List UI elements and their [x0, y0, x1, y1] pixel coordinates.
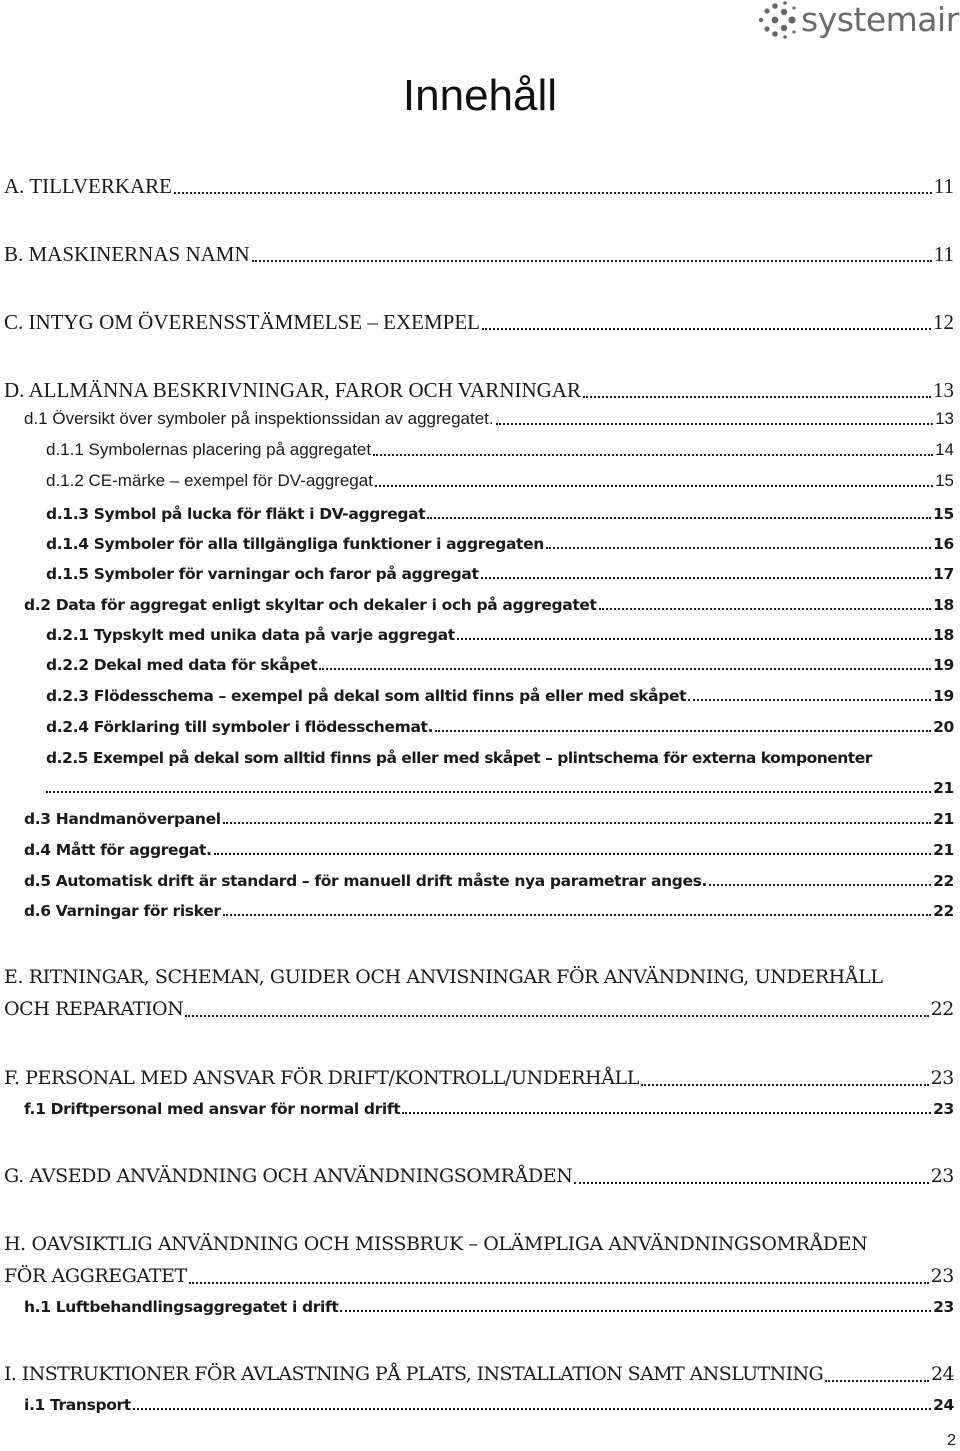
toc-page-number: 23	[933, 1100, 954, 1118]
toc-page-number: 23	[933, 1298, 954, 1316]
toc-entry-text: d.2.2 Dekal med data för skåpet	[46, 656, 318, 674]
toc-page-number: 18	[933, 626, 954, 644]
toc-entry-text: d.1.4 Symboler för alla tillgängliga funktioner i aggregaten	[46, 535, 544, 553]
toc-entry-e[interactable]	[4, 996, 954, 1023]
toc-page-number: 13	[935, 409, 954, 428]
toc-entry-text: d.1.5 Symboler för varningar och faror på aggregat	[46, 565, 479, 583]
toc-leader	[825, 1380, 929, 1382]
toc-entry-h-text[interactable]: H. OAVSIKTLIG ANVÄNDNING OCH MISSBRUK – OLÄMPLIGA ANVÄNDNINGSOMRÅDEN	[4, 1233, 868, 1255]
toc-leader	[189, 1282, 929, 1284]
toc-entry-i[interactable]	[4, 1361, 954, 1388]
toc-page-number: 21	[933, 810, 954, 828]
toc-leader	[709, 884, 931, 886]
toc-leader	[574, 1182, 928, 1184]
toc-entry-text: d.2.4 Förklaring till symboler i flödesschemat.	[46, 718, 434, 736]
toc-entry-d4[interactable]	[24, 839, 954, 861]
toc-entry-text: D. ALLMÄNNA BESKRIVNINGAR, FAROR OCH VARNINGAR	[4, 378, 581, 402]
toc-page-number: 19	[933, 656, 954, 674]
toc-entry-text: G. AVSEDD ANVÄNDNING OCH ANVÄNDNINGSOMRÅDEN	[4, 1165, 573, 1187]
toc-page-number: 21	[933, 779, 954, 797]
toc-entry-text: OCH REPARATION	[4, 998, 184, 1020]
toc-leader	[546, 547, 931, 549]
toc-leader	[641, 1084, 929, 1086]
toc-leader	[583, 396, 931, 398]
toc-leader	[427, 517, 931, 519]
toc-entry-d12[interactable]	[46, 469, 954, 493]
toc-entry-d[interactable]	[4, 376, 954, 404]
toc-page-number: 22	[933, 902, 954, 920]
logo-text: systemair	[801, 0, 959, 39]
toc-entry-d3[interactable]	[24, 808, 954, 830]
toc-leader	[481, 577, 932, 579]
toc-page-number: 15	[933, 505, 954, 523]
toc-page-number: 16	[933, 535, 954, 553]
toc-entry-d5[interactable]	[24, 870, 954, 892]
toc-entry-text: B. MASKINERNAS NAMN	[4, 242, 250, 266]
toc-entry-text: A. TILLVERKARE	[4, 174, 172, 198]
toc-leader	[457, 638, 931, 640]
page-number: 2	[947, 1432, 956, 1449]
toc-entry-b[interactable]	[4, 240, 954, 268]
toc-leader	[402, 1112, 931, 1114]
toc-entry-d15[interactable]	[46, 563, 954, 585]
toc-entry-h1[interactable]	[24, 1296, 954, 1318]
toc-leader	[373, 454, 933, 456]
toc-entry-d21[interactable]	[46, 624, 954, 646]
toc-entry-text: F. PERSONAL MED ANSVAR FÖR DRIFT/KONTROLL/UNDERHÅLL	[4, 1067, 639, 1089]
toc-entry-text: d.1.1 Symbolernas placering på aggregatet	[46, 440, 372, 459]
toc-page-number: 23	[930, 1067, 954, 1089]
toc-entry-g[interactable]	[4, 1163, 954, 1190]
toc-entry-d1[interactable]	[24, 407, 954, 431]
toc-entry-c[interactable]	[4, 308, 954, 336]
toc-leader	[340, 1310, 931, 1312]
toc-entry-text: d.1 Översikt över symboler på inspektionssidan av aggregatet.	[24, 409, 494, 428]
toc-entry-a[interactable]	[4, 172, 954, 200]
toc-page-number: 24	[933, 1396, 954, 1414]
toc-entry-text: d.4 Mått för aggregat.	[24, 841, 212, 859]
toc-leader	[223, 822, 931, 824]
toc-entry-d24[interactable]	[46, 716, 954, 738]
page-title: Innehåll	[402, 71, 558, 120]
toc-leader	[688, 699, 931, 701]
logo-dots-icon	[755, 0, 799, 40]
toc-leader	[599, 608, 932, 610]
toc-page-number: 18	[933, 596, 954, 614]
toc-leader	[223, 914, 931, 916]
toc-leader	[252, 260, 932, 262]
toc-entry-text: d.2.3 Flödesschema – exempel på dekal som alltid finns på eller med skåpet	[46, 687, 687, 705]
systemair-logo	[755, 0, 960, 40]
toc-entry-f1[interactable]	[24, 1098, 954, 1120]
toc-entry-text: d.2 Data för aggregat enligt skyltar och dekaler i och på aggregatet	[24, 596, 597, 614]
toc-entry-d25-text[interactable]: d.2.5 Exempel på dekal som alltid finns på eller med skåpet – plintschema för externa komponenter	[46, 749, 872, 767]
toc-page-number: 13	[933, 378, 954, 402]
toc-entry-text: d.1.2 CE-märke – exempel för DV-aggregat	[46, 471, 373, 490]
toc-entry-text: FÖR AGGREGATET	[4, 1265, 187, 1287]
toc-entry-text: d.2.1 Typskylt med unika data på varje aggregat	[46, 626, 455, 644]
toc-entry-e-text[interactable]: E. RITNINGAR, SCHEMAN, GUIDER OCH ANVISNINGAR FÖR ANVÄNDNING, UNDERHÅLL	[4, 966, 883, 988]
toc-entry-d11[interactable]	[46, 438, 954, 462]
toc-entry-d14[interactable]	[46, 533, 954, 555]
toc-entry-text: i.1 Transport	[24, 1396, 131, 1414]
toc-entry-h[interactable]	[4, 1263, 954, 1290]
toc-leader	[46, 791, 931, 793]
toc-entry-d25[interactable]	[46, 777, 954, 799]
toc-page-number: 22	[930, 998, 954, 1020]
toc-entry-text: h.1 Luftbehandlingsaggregatet i drift	[24, 1298, 339, 1316]
toc-entry-text: C. INTYG OM ÖVERENSSTÄMMELSE – EXEMPEL	[4, 310, 481, 334]
toc-entry-d6[interactable]	[24, 900, 954, 922]
toc-entry-d2[interactable]	[24, 594, 954, 616]
toc-entry-d13[interactable]	[46, 503, 954, 525]
toc-entry-text: d.6 Varningar för risker	[24, 902, 221, 920]
toc-page-number: 15	[935, 471, 954, 490]
toc-entry-d22[interactable]	[46, 654, 954, 676]
toc-page-number: 12	[933, 310, 954, 334]
toc-entry-d23[interactable]	[46, 685, 954, 707]
toc-leader	[496, 423, 933, 425]
toc-leader	[435, 730, 931, 732]
toc-entry-text: d.3 Handmanöverpanel	[24, 810, 221, 828]
toc-entry-text: d.5 Automatisk drift är standard – för manuell drift måste nya parametrar anges.	[24, 872, 708, 890]
toc-leader	[174, 192, 932, 194]
toc-page-number: 24	[931, 1363, 954, 1385]
toc-leader	[482, 328, 931, 330]
toc-leader	[185, 1015, 928, 1017]
toc-entry-i1[interactable]	[24, 1394, 954, 1416]
toc-page-number: 11	[933, 174, 954, 198]
toc-leader	[319, 668, 931, 670]
toc-entry-text: I. INSTRUKTIONER FÖR AVLASTNING PÅ PLATS, INSTALLATION SAMT ANSLUTNING	[4, 1363, 824, 1385]
toc-leader	[375, 485, 933, 487]
toc-page-number: 19	[933, 687, 954, 705]
toc-entry-text: d.1.3 Symbol på lucka för fläkt i DV-aggregat	[46, 505, 426, 523]
toc-page-number: 22	[933, 872, 954, 890]
toc-page-number: 21	[933, 841, 954, 859]
toc-page-number: 17	[933, 565, 954, 583]
toc-entry-f[interactable]	[4, 1065, 954, 1092]
toc-page-number: 20	[933, 718, 954, 736]
toc-page-number: 23	[930, 1165, 954, 1187]
toc-leader	[214, 853, 931, 855]
toc-page-number: 23	[930, 1265, 954, 1287]
toc-page-number: 14	[935, 440, 954, 459]
toc-leader	[133, 1408, 931, 1410]
toc-entry-text: f.1 Driftpersonal med ansvar för normal drift	[24, 1100, 401, 1118]
toc-page-number: 11	[933, 242, 954, 266]
